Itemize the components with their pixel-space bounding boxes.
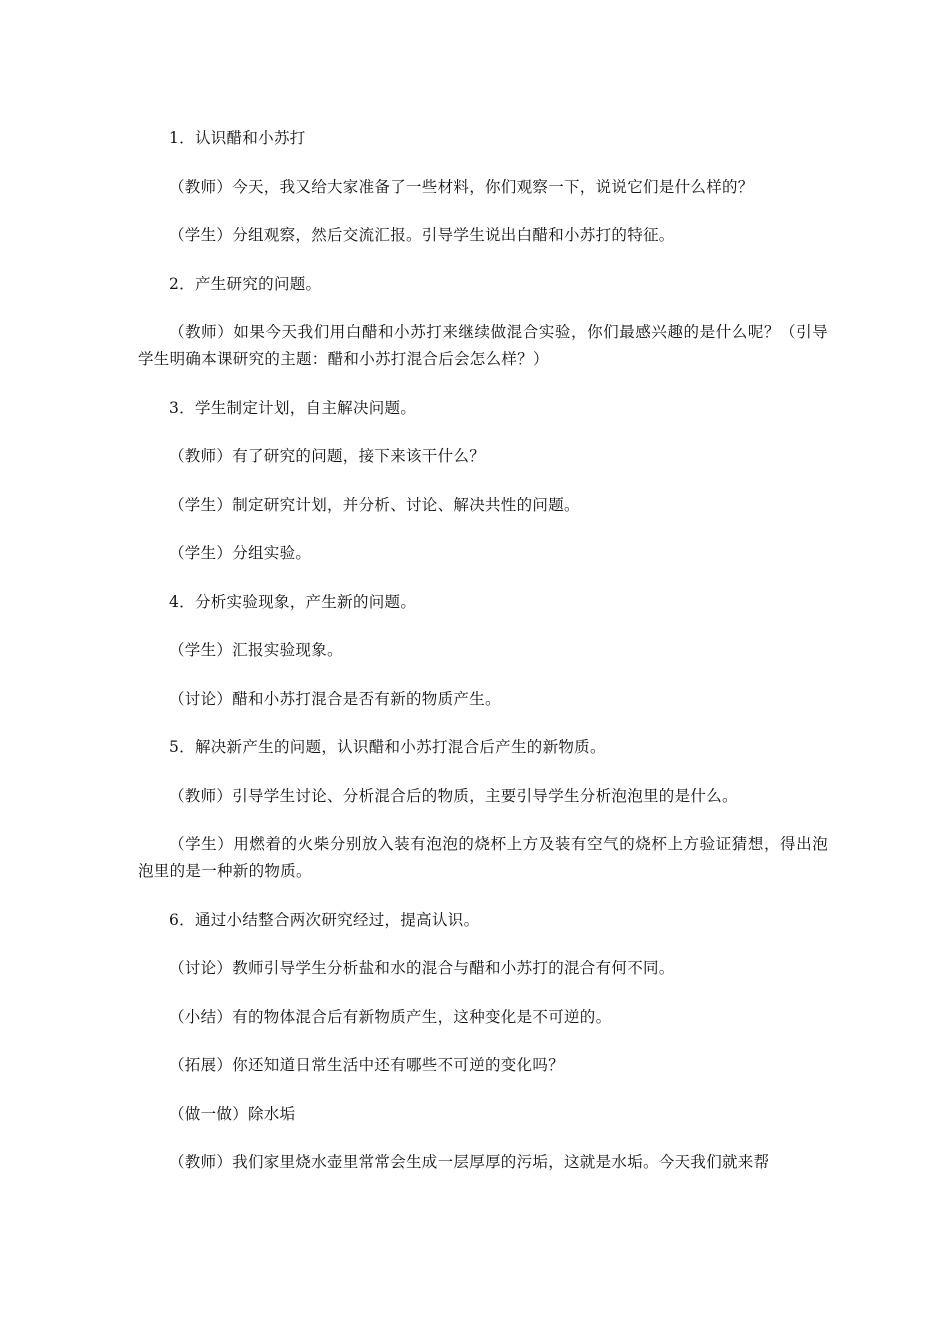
- paragraph-student-1: （学生）分组观察，然后交流汇报。引导学生说出白醋和小苏打的特征。: [169, 226, 675, 244]
- paragraph-student-3: （学生）分组实验。: [169, 544, 312, 562]
- paragraph-activity: （做一做）除水垢: [169, 1104, 296, 1123]
- section-heading-3: 3．学生制定计划，自主解决问题。: [169, 398, 417, 417]
- paragraph-discussion-2: （讨论）教师引导学生分析盐和水的混合与醋和小苏打的混合有何不同。: [169, 959, 675, 977]
- paragraph-teacher-3: （教师）有了研究的问题，接下来该干什么？: [169, 447, 486, 465]
- paragraph-teacher-5: （教师）我们家里烧水壶里常常会生成一层厚厚的污垢，这就是水垢。今天我们就来帮: [169, 1153, 770, 1171]
- section-heading-5: 5．解决新产生的问题，认识醋和小苏打混合后产生的新物质。: [169, 738, 606, 756]
- paragraph-student-2: （学生）制定研究计划，并分析、讨论、解决共性的问题。: [169, 495, 580, 514]
- paragraph-teacher-1: （教师）今天，我又给大家准备了一些材料，你们观察一下，说说它们是什么样的？: [169, 177, 754, 196]
- paragraph-student-4: （学生）汇报实验现象。: [169, 641, 343, 659]
- paragraph-teacher-4: （教师）引导学生讨论、分析混合后的物质，主要引导学生分析泡泡里的是什么。: [169, 786, 738, 805]
- paragraph-summary: （小结）有的物体混合后有新物质产生，这种变化是不可逆的。: [169, 1007, 612, 1026]
- section-heading-6: 6．通过小结整合两次研究经过，提高认识。: [169, 910, 480, 929]
- section-heading-1: 1．认识醋和小苏打: [169, 129, 306, 147]
- paragraph-discussion-1: （讨论）醋和小苏打混合是否有新的物质产生。: [169, 689, 501, 708]
- section-heading-2: 2．产生研究的问题。: [169, 274, 322, 293]
- section-heading-4: 4．分析实验现象，产生新的问题。: [169, 592, 417, 611]
- paragraph-student-5: （学生）用燃着的火柴分别放入装有泡泡的烧杯上方及装有空气的烧杯上方验证猜想，得出泡泡里的是一种新的物质。: [138, 835, 828, 880]
- document-body: [138, 125, 828, 1198]
- paragraph-teacher-2: （教师）如果今天我们用白醋和小苏打来继续做混合实验，你们最感兴趣的是什么呢？（引导学生明确本课研究的主题：醋和小苏打混合后会怎么样？）: [138, 323, 828, 368]
- paragraph-extension: （拓展）你还知道日常生活中还有哪些不可逆的变化吗？: [169, 1056, 565, 1074]
